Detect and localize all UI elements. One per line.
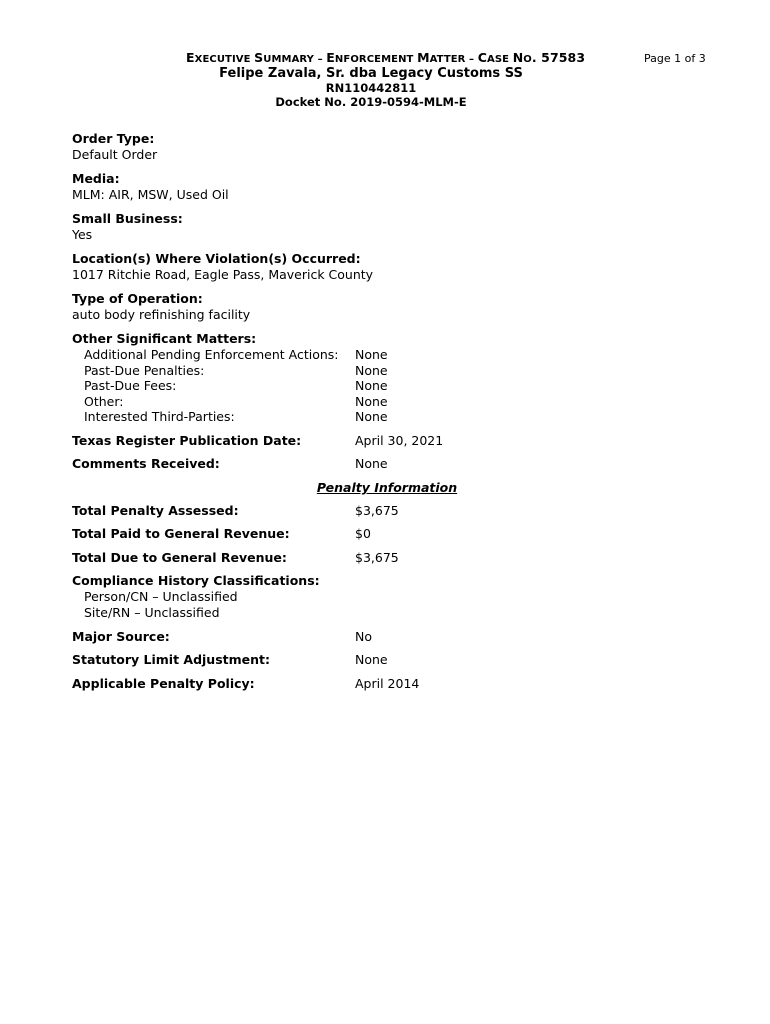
media-label: Media:	[72, 171, 120, 186]
respondent-name: Felipe Zavala, Sr. dba Legacy Customs SS	[219, 66, 523, 81]
statutory-limit-row: Statutory Limit Adjustment: None	[72, 652, 388, 668]
operation-section	[72, 291, 712, 323]
operation-label: Type of Operation:	[72, 291, 203, 306]
penalty-assessed-row: Total Penalty Assessed: $3,675	[72, 502, 399, 518]
major-source-row: Major Source: No	[72, 628, 372, 644]
list-item: Other: None	[84, 393, 388, 409]
operation-value: auto body refinishing facility	[72, 307, 251, 322]
list-item: Person/CN – Unclassified	[84, 589, 238, 605]
small-business-value: Yes	[72, 227, 93, 242]
summary-body	[72, 131, 712, 699]
list-item: Interested Third-Parties: None	[84, 409, 388, 425]
page-number: Page 1 of 3	[644, 52, 706, 65]
comments-row: Comments Received: None	[72, 456, 388, 472]
small-business-label: Small Business:	[72, 211, 183, 226]
list-item: Site/RN – Unclassified	[84, 605, 220, 621]
penalty-paid-row: Total Paid to General Revenue: $0	[72, 526, 371, 542]
compliance-label: Compliance History Classifications:	[72, 573, 320, 589]
media-section	[72, 171, 712, 203]
location-label: Location(s) Where Violation(s) Occurred:	[72, 251, 361, 266]
location-section	[72, 251, 712, 283]
docket-number: Docket No. 2019-0594-MLM-E	[275, 95, 467, 109]
compliance-section	[72, 573, 712, 620]
other-matters-label: Other Significant Matters:	[72, 331, 257, 346]
list-item: Past-Due Penalties: None	[84, 362, 388, 378]
regulated-entity-number: RN110442811	[325, 81, 417, 95]
small-business-section	[72, 211, 712, 243]
list-item: Additional Pending Enforcement Actions: None	[84, 347, 388, 362]
penalty-due-row: Total Due to General Revenue: $3,675	[72, 549, 399, 565]
penalty-policy-row: Applicable Penalty Policy: April 2014	[72, 675, 420, 691]
other-matters-section	[72, 331, 712, 425]
order-type-label: Order Type:	[72, 131, 155, 146]
media-value: MLM: AIR, MSW, Used Oil	[72, 187, 229, 202]
order-type-section	[72, 131, 712, 163]
texas-register-row: Texas Register Publication Date: April 30, 2021	[72, 432, 444, 448]
penalty-information-heading: Penalty Information	[316, 479, 458, 495]
location-value: 1017 Ritchie Road, Eagle Pass, Maverick County	[72, 267, 374, 282]
document-title: EXECUTIVE SUMMARY – ENFORCEMENT MATTER – CASE NO. 57583	[186, 50, 586, 65]
list-item: Past-Due Fees: None	[84, 378, 388, 394]
order-type-value: Default Order	[72, 147, 158, 162]
